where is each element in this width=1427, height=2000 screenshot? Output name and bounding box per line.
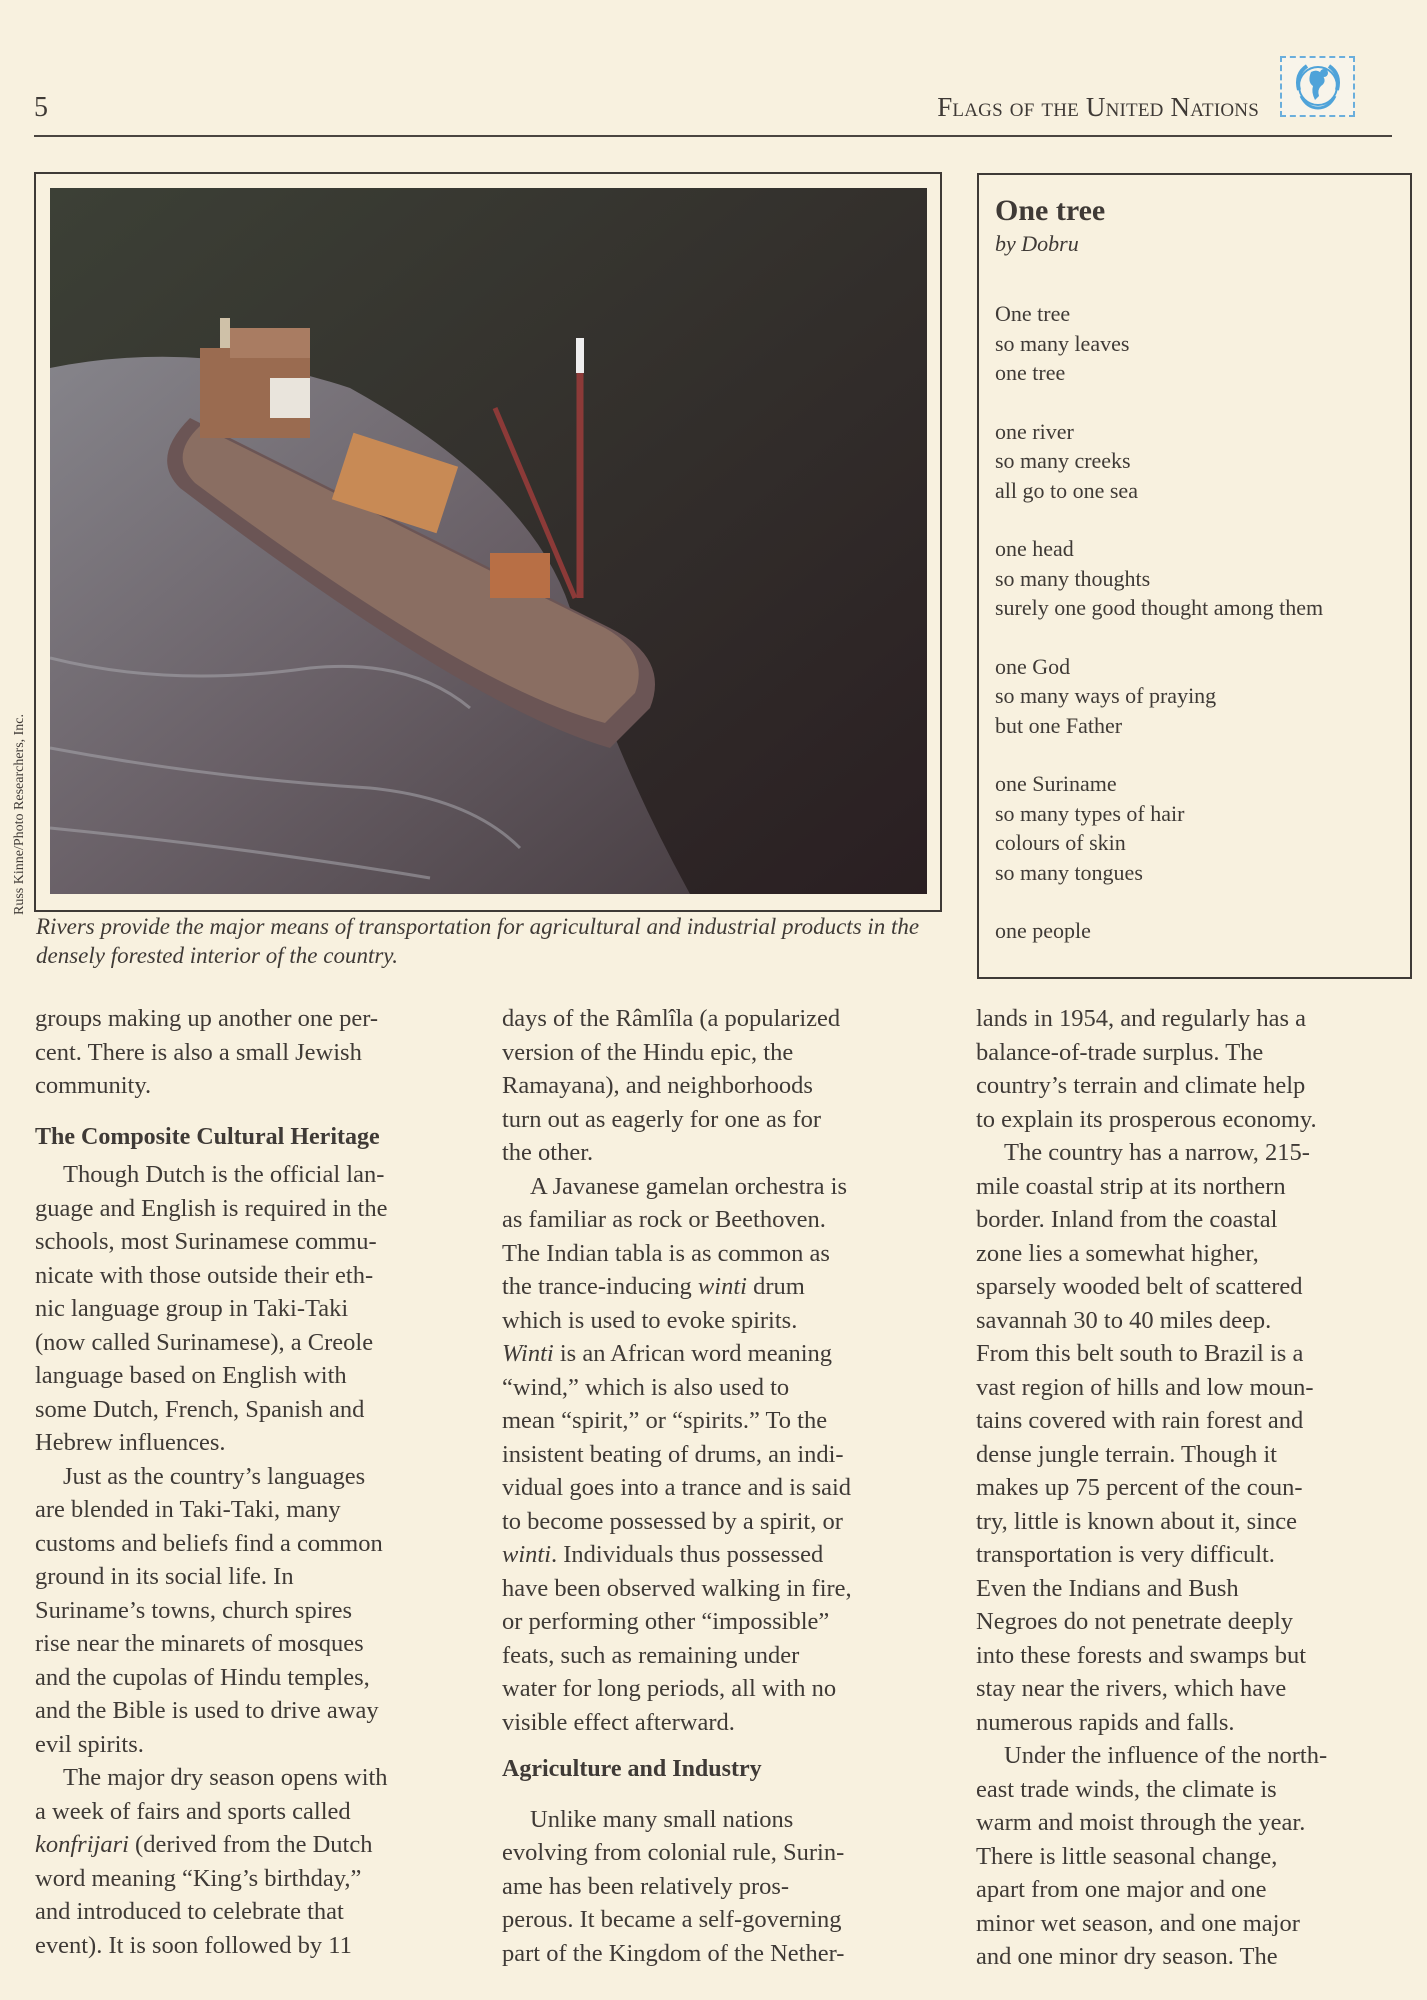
text-line: and the cupolas of Hindu temples, bbox=[35, 1663, 370, 1691]
poem-line: one God bbox=[995, 653, 1071, 679]
text-line: nicate with those outside their eth- bbox=[35, 1261, 374, 1289]
text-line: Just as the country’s languages bbox=[63, 1462, 366, 1490]
paragraph bbox=[502, 1803, 947, 1971]
text-line bbox=[502, 1270, 947, 1304]
paragraph bbox=[35, 1761, 475, 1962]
header-rule bbox=[34, 135, 1392, 137]
paragraph bbox=[976, 1136, 1416, 1739]
text-line: mile coastal strip at its northern bbox=[976, 1172, 1286, 1200]
text-line: water for long periods, all with no bbox=[502, 1675, 837, 1702]
text-line: minor wet season, and one major bbox=[976, 1909, 1300, 1937]
text-line: savannah 30 to 40 miles deep. bbox=[976, 1306, 1272, 1334]
text-line: mean “spirit,” or “spirits.” To the bbox=[502, 1407, 828, 1434]
text-line: The Indian tabla is as common as bbox=[502, 1239, 830, 1267]
poem-line: so many thoughts bbox=[995, 565, 1151, 591]
text-line: ame has been relatively pros- bbox=[502, 1872, 790, 1900]
text-line: The major dry season opens with bbox=[63, 1764, 388, 1791]
text-line: word meaning “King’s birthday,” bbox=[35, 1864, 362, 1892]
poem-line: one Suriname bbox=[995, 771, 1117, 796]
poem-line: surely one good thought among them bbox=[995, 595, 1324, 620]
text-line: to explain its prosperous economy. bbox=[976, 1105, 1317, 1133]
poem-line: one river bbox=[995, 418, 1074, 444]
text-line: have been observed walking in fire, bbox=[502, 1574, 852, 1602]
body-column-3 bbox=[976, 1002, 1416, 1974]
section-heading-cultural-heritage: The Composite Cultural Heritage bbox=[35, 1123, 380, 1150]
text-span: . Individuals thus possessed bbox=[551, 1541, 824, 1568]
text-line: apart from one major and one bbox=[976, 1876, 1267, 1903]
text-span: the trance-inducing bbox=[502, 1273, 698, 1300]
text-line: border. Inland from the coastal bbox=[976, 1206, 1278, 1233]
text-line: country’s terrain and climate help bbox=[976, 1072, 1306, 1099]
poem-stanza bbox=[995, 299, 1410, 388]
text-line: Suriname’s towns, church spires bbox=[35, 1596, 353, 1624]
text-line: guage and English is required in the bbox=[35, 1194, 388, 1222]
text-line: evolving from colonial rule, Surin- bbox=[502, 1839, 845, 1866]
italic-term: winti bbox=[502, 1541, 552, 1568]
text-line: try, little is known about it, since bbox=[976, 1507, 1297, 1535]
text-line: dense jungle terrain. Though it bbox=[976, 1440, 1277, 1468]
text-line: visible effect afterward. bbox=[502, 1708, 735, 1736]
poem-line: so many types of hair bbox=[995, 800, 1185, 826]
river-boat-photo bbox=[50, 188, 927, 894]
paragraph bbox=[35, 1158, 475, 1460]
text-line: event). It is soon followed by 11 bbox=[35, 1931, 352, 1959]
text-line: tains covered with rain forest and bbox=[976, 1407, 1304, 1434]
poem-line: but one Father bbox=[995, 712, 1123, 738]
text-line: Even the Indians and Bush bbox=[976, 1574, 1239, 1602]
text-line: (now called Surinamese), a Creole bbox=[35, 1328, 374, 1356]
paragraph bbox=[502, 1002, 947, 1170]
poem-line: One tree bbox=[995, 301, 1071, 326]
text-span: (derived from the Dutch bbox=[128, 1831, 373, 1858]
text-line: community. bbox=[35, 1072, 152, 1099]
text-line: schools, most Surinamese commu- bbox=[35, 1228, 377, 1255]
text-line bbox=[35, 1828, 475, 1862]
paragraph bbox=[35, 1460, 475, 1762]
photo-caption: Rivers provide the major means of transportation for agricultural and industrial products in the densely forested interior of the country. bbox=[36, 914, 920, 968]
text-line: The country has a narrow, 215- bbox=[1004, 1139, 1310, 1166]
text-line: Ramayana), and neighborhoods bbox=[502, 1072, 813, 1099]
text-line: sparsely wooded belt of scattered bbox=[976, 1273, 1303, 1300]
text-line: Under the influence of the north- bbox=[1004, 1742, 1328, 1769]
un-emblem-icon bbox=[1280, 56, 1355, 117]
text-line: warm and moist through the year. bbox=[976, 1809, 1306, 1836]
text-span: is an African word meaning bbox=[553, 1340, 833, 1367]
text-span: drum bbox=[746, 1273, 805, 1300]
text-line: Negroes do not penetrate deeply bbox=[976, 1608, 1294, 1635]
text-line: or performing other “impossible” bbox=[502, 1608, 830, 1635]
text-line: nic language group in Taki-Taki bbox=[35, 1295, 349, 1322]
text-line: feats, such as remaining under bbox=[502, 1641, 800, 1669]
paragraph bbox=[35, 1002, 475, 1103]
poem-stanza bbox=[995, 652, 1410, 741]
text-line: ground in its social life. In bbox=[35, 1563, 294, 1590]
poem-title: One tree bbox=[995, 194, 1106, 227]
text-line: lands in 1954, and regularly has a bbox=[976, 1005, 1306, 1032]
text-line: version of the Hindu epic, the bbox=[502, 1038, 794, 1066]
text-line: customs and beliefs find a common bbox=[35, 1529, 383, 1557]
poem-line: so many tongues bbox=[995, 859, 1143, 885]
text-line: transportation is very difficult. bbox=[976, 1541, 1275, 1568]
poem-line: so many leaves bbox=[995, 330, 1130, 356]
poem-author: by Dobru bbox=[995, 231, 1079, 256]
un-emblem-graphic bbox=[1289, 60, 1347, 114]
text-line: to become possessed by a spirit, or bbox=[502, 1507, 843, 1535]
poem-stanza bbox=[995, 534, 1410, 623]
italic-term: Winti bbox=[502, 1340, 554, 1367]
text-line: which is used to evoke spirits. bbox=[502, 1306, 798, 1334]
paragraph bbox=[976, 1002, 1416, 1136]
text-line: There is little seasonal change, bbox=[976, 1842, 1278, 1870]
text-line: stay near the rivers, which have bbox=[976, 1675, 1287, 1702]
text-line: turn out as eagerly for one as for bbox=[502, 1105, 822, 1133]
text-line: a week of fairs and sports called bbox=[35, 1797, 351, 1825]
river-boat-illustration bbox=[50, 188, 927, 894]
text-line: From this belt south to Brazil is a bbox=[976, 1340, 1304, 1367]
text-line: vast region of hills and low moun- bbox=[976, 1373, 1314, 1401]
text-line: language based on English with bbox=[35, 1362, 347, 1389]
poem-stanza bbox=[995, 769, 1410, 887]
poem-stanza bbox=[995, 417, 1410, 506]
section-heading-agriculture-industry: Agriculture and Industry bbox=[502, 1756, 762, 1782]
text-line: zone lies a somewhat higher, bbox=[976, 1239, 1259, 1267]
poem-line: so many ways of praying bbox=[995, 683, 1217, 708]
text-line: as familiar as rock or Beethoven. bbox=[502, 1206, 826, 1233]
text-line: Hebrew influences. bbox=[35, 1429, 226, 1456]
text-line: “wind,” which is also used to bbox=[502, 1373, 790, 1401]
poem-stanza bbox=[995, 916, 1410, 946]
poem-line: all go to one sea bbox=[995, 477, 1138, 503]
photo-frame bbox=[34, 172, 942, 912]
text-line: insistent beating of drums, an indi- bbox=[502, 1440, 844, 1468]
paragraph bbox=[502, 1170, 947, 1740]
page-number: 5 bbox=[34, 92, 48, 123]
text-line: Unlike many small nations bbox=[530, 1805, 794, 1833]
italic-term: konfrijari bbox=[35, 1831, 129, 1858]
paragraph bbox=[976, 1739, 1416, 1974]
text-line: and the Bible is used to drive away bbox=[35, 1697, 379, 1724]
text-line: vidual goes into a trance and is said bbox=[502, 1474, 852, 1501]
text-line: and introduced to celebrate that bbox=[35, 1898, 344, 1925]
poem-sidebar bbox=[977, 173, 1412, 979]
text-line: numerous rapids and falls. bbox=[976, 1708, 1235, 1736]
poem-line: one head bbox=[995, 536, 1074, 561]
italic-term: winti bbox=[697, 1273, 747, 1300]
text-line: rise near the minarets of mosques bbox=[35, 1630, 364, 1657]
poem-line: so many creeks bbox=[995, 448, 1131, 473]
text-line: the other. bbox=[502, 1139, 594, 1166]
text-line: Though Dutch is the official lan- bbox=[63, 1161, 385, 1188]
text-line: groups making up another one per- bbox=[35, 1005, 379, 1032]
text-line: balance-of-trade surplus. The bbox=[976, 1038, 1264, 1066]
text-line: makes up 75 percent of the coun- bbox=[976, 1474, 1303, 1501]
poem-line: one tree bbox=[995, 360, 1066, 385]
text-line: into these forests and swamps but bbox=[976, 1641, 1307, 1669]
running-head: Flags of the United Nations bbox=[937, 92, 1259, 122]
poem-line: one people bbox=[995, 918, 1091, 943]
text-line: cent. There is also a small Jewish bbox=[35, 1038, 362, 1066]
text-line: and one minor dry season. The bbox=[976, 1943, 1278, 1970]
text-line bbox=[502, 1538, 947, 1572]
text-line: evil spirits. bbox=[35, 1730, 144, 1758]
body-column-1 bbox=[35, 1002, 475, 1962]
text-line: perous. It became a self-governing bbox=[502, 1906, 842, 1933]
poem-line: colours of skin bbox=[995, 830, 1126, 855]
text-line: A Javanese gamelan orchestra is bbox=[530, 1172, 848, 1200]
text-line: part of the Kingdom of the Nether- bbox=[502, 1939, 845, 1967]
body-column-2 bbox=[502, 1002, 947, 1970]
text-line bbox=[502, 1337, 947, 1371]
text-line: days of the Râmlîla (a popularized bbox=[502, 1005, 841, 1032]
text-line: are blended in Taki-Taki, many bbox=[35, 1496, 341, 1523]
photo-credit: Russ Kinne/Photo Researchers, Inc. bbox=[12, 713, 27, 915]
text-line: some Dutch, French, Spanish and bbox=[35, 1395, 365, 1423]
text-line: east trade winds, the climate is bbox=[976, 1775, 1277, 1803]
